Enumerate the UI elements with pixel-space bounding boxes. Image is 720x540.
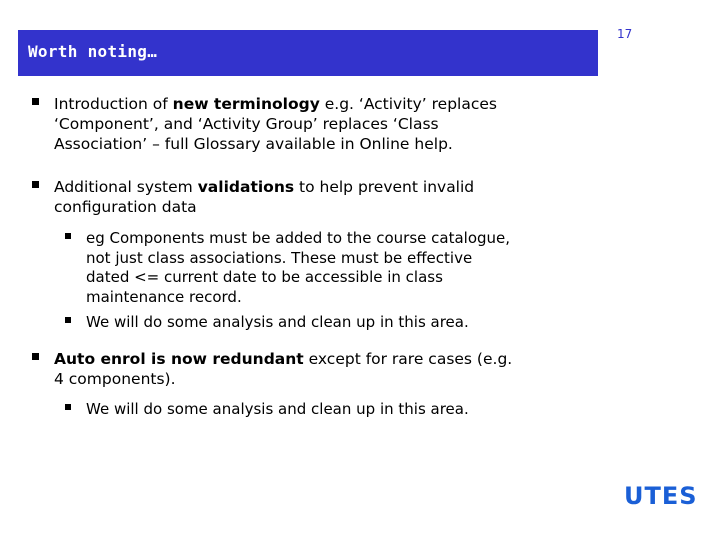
sub-bullet-marker	[65, 233, 71, 239]
sub-bullet-line: We will do some analysis and clean up in this area.	[86, 313, 469, 331]
sub-bullet-line: eg Components must be added to the course catalogue,	[86, 229, 511, 247]
bullet-marker	[32, 98, 39, 105]
bullet-marker	[32, 353, 39, 360]
bullet-text: except for rare cases (e.g.	[303, 350, 513, 368]
bullet-line	[54, 349, 512, 369]
bullet-text: e.g. ‘Activity’ replaces	[319, 95, 497, 113]
sub-bullet-line: We will do some analysis and clean up in this area.	[86, 400, 469, 418]
bullet-bold-text: validations	[197, 178, 295, 196]
slide-title: Worth noting…	[28, 42, 158, 61]
bullet-line: configuration data	[54, 198, 197, 216]
sub-bullet-line: maintenance record.	[86, 287, 242, 306]
bullet-line: Association’ – full Glossary available in Online help.	[54, 135, 453, 153]
utes-logo: UTES	[624, 482, 698, 510]
bullet-text: to help prevent invalid	[294, 178, 475, 196]
bullet-bold-text: Auto enrol is now redundant	[54, 350, 304, 368]
sub-bullet-marker	[65, 317, 71, 323]
bullet-text: Additional system	[54, 178, 198, 196]
bullet-line: ‘Component’, and ‘Activity Group’ replaces ‘Class	[54, 115, 439, 133]
bullet-line	[54, 177, 474, 197]
bullet-bold-text: new terminology	[172, 95, 320, 113]
bullet-line	[54, 94, 497, 114]
title-bar	[18, 30, 598, 76]
bullet-marker	[32, 181, 39, 188]
sub-bullet-line: dated <= current date to be accessible in class	[86, 268, 443, 286]
sub-bullet-line: not just class associations. These must be effective	[86, 248, 473, 267]
sub-bullet-marker	[65, 404, 71, 410]
bullet-line: 4 components).	[54, 370, 176, 388]
bullet-text: Introduction of	[54, 95, 173, 113]
page-number: 17	[617, 27, 633, 41]
